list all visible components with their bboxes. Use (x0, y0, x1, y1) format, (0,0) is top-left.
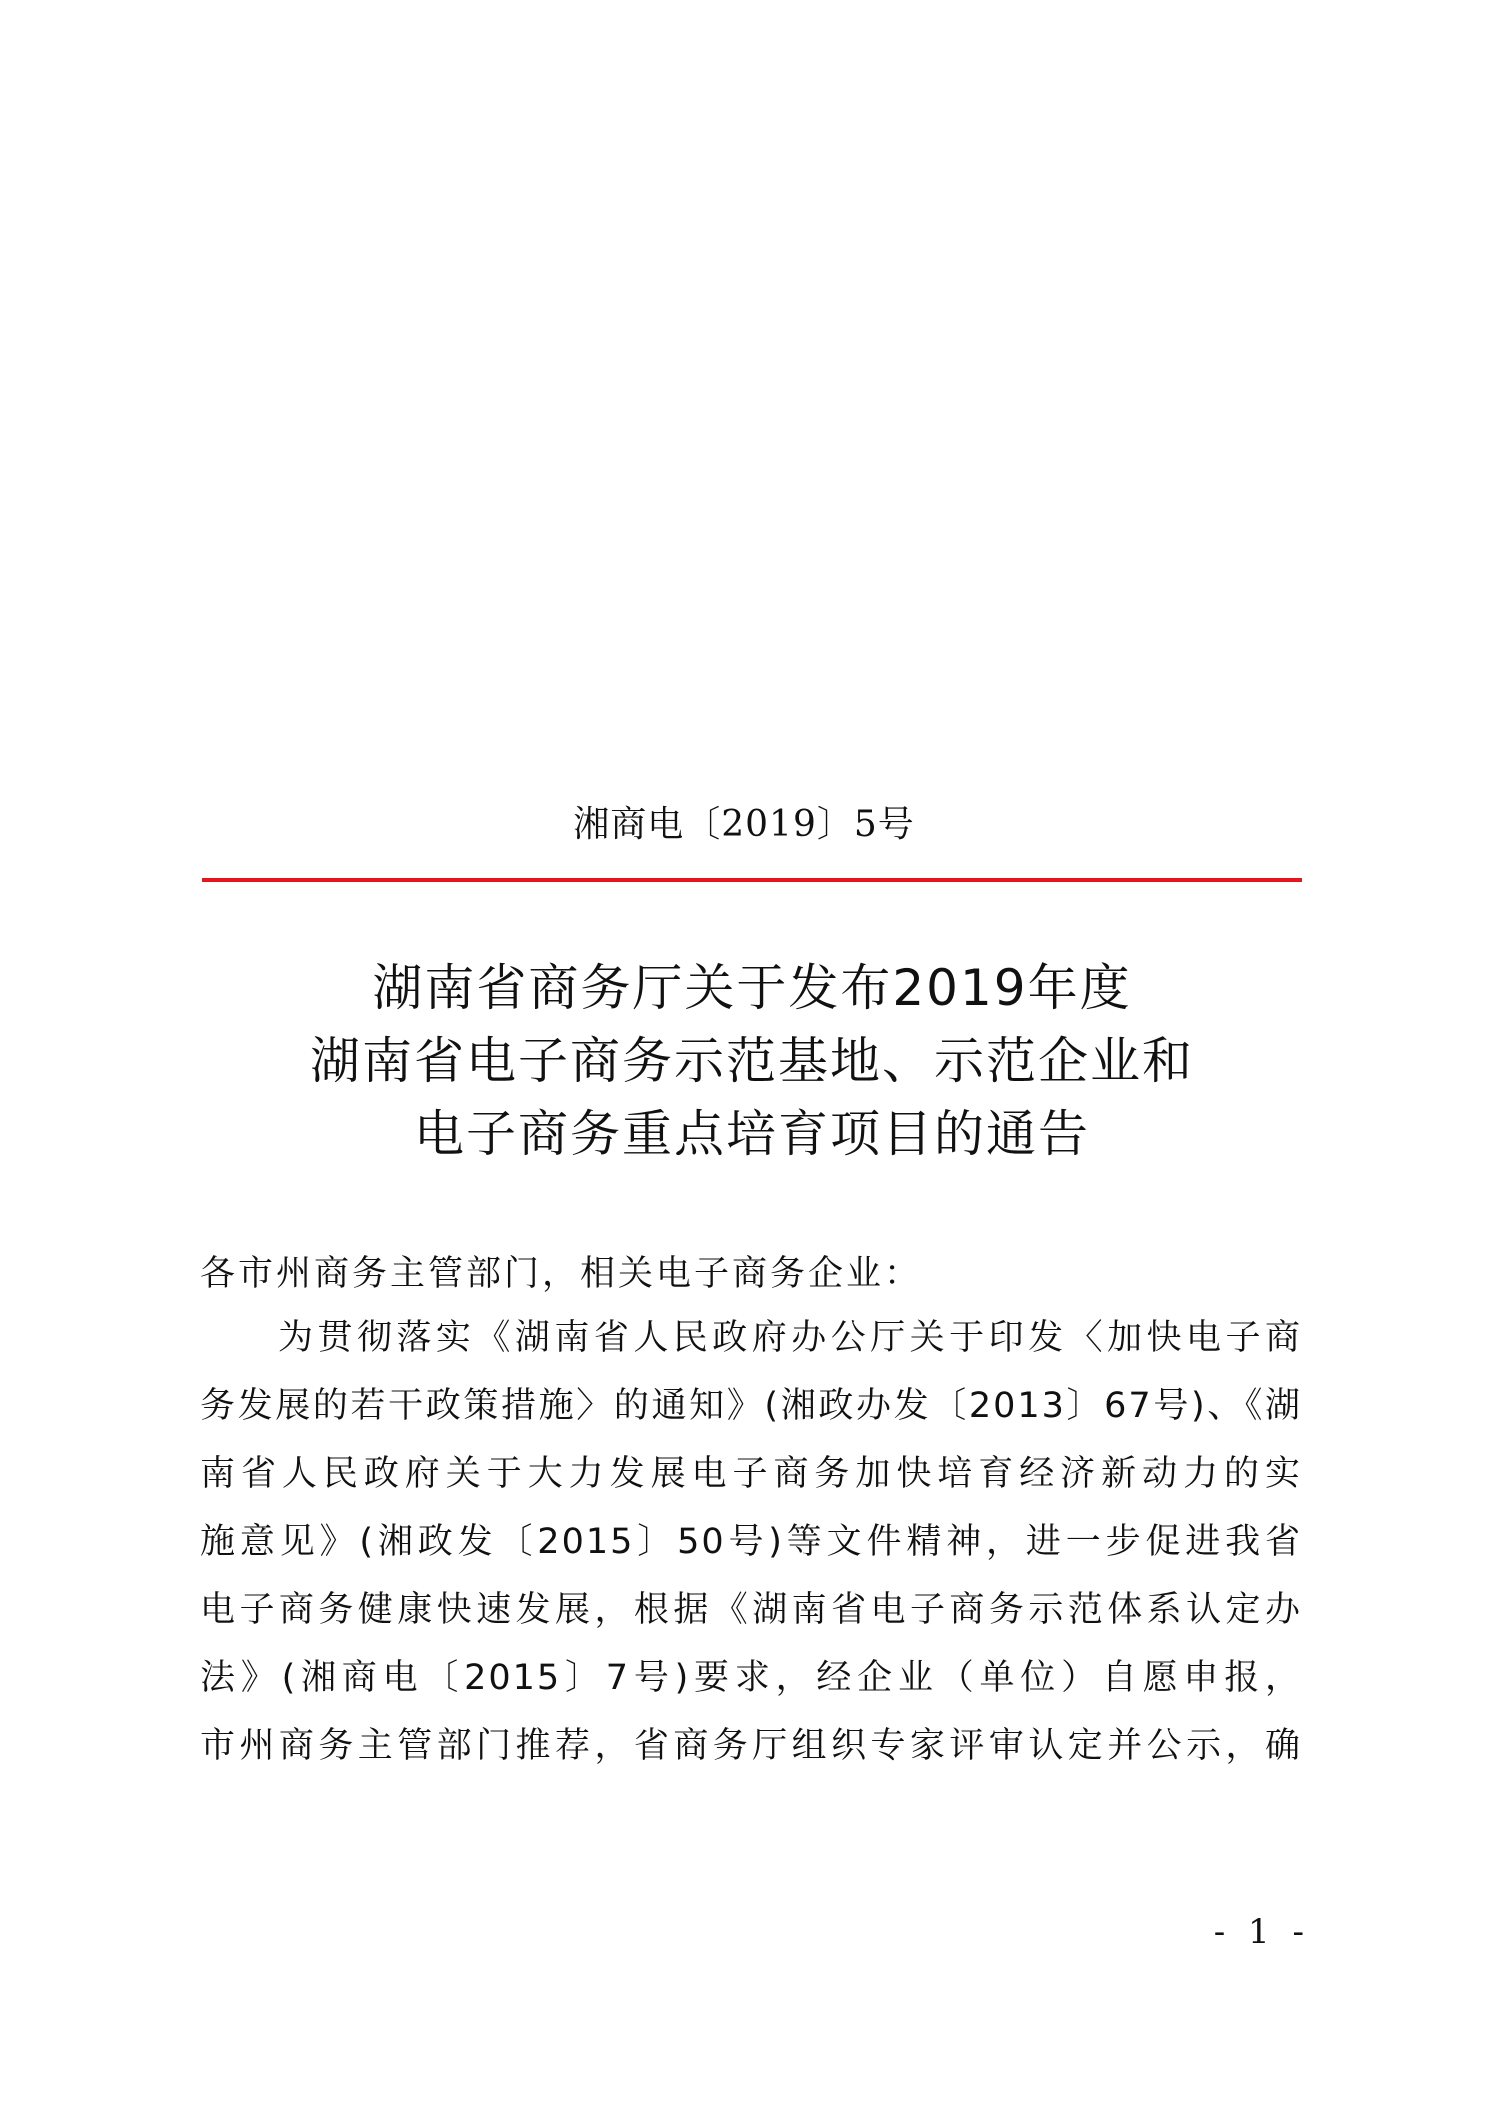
body-paragraph-line: 施意见》(湘政发〔2015〕50号)等文件精神，进一步促进我省 (200, 1522, 1302, 1562)
body-paragraph-line: 务发展的若干政策措施〉的通知》(湘政办发〔2013〕67号)、《湖 (200, 1386, 1302, 1426)
body-paragraph-line: 为贯彻落实《湖南省人民政府办公厅关于印发〈加快电子商 (278, 1318, 1302, 1358)
red-divider-line (202, 878, 1302, 882)
salutation: 各市州商务主管部门，相关电子商务企业： (200, 1254, 923, 1294)
title-line-2: 湖南省电子商务示范基地、示范企业和 (310, 1032, 1194, 1090)
body-paragraph-line: 法》(湘商电〔2015〕7号)要求，经企业（单位）自愿申报， (200, 1658, 1302, 1698)
body-paragraph-line: 电子商务健康快速发展，根据《湖南省电子商务示范体系认定办 (200, 1590, 1302, 1630)
body-paragraph-line: 南省人民政府关于大力发展电子商务加快培育经济新动力的实 (200, 1454, 1302, 1494)
body-paragraph-line: 市州商务主管部门推荐，省商务厅组织专家评审认定并公示，确 (200, 1726, 1302, 1766)
page-number: - 1 - (1213, 1912, 1310, 1952)
title-line-1: 湖南省商务厅关于发布2019年度 (372, 959, 1132, 1017)
document-title (202, 952, 1302, 1171)
document-number: 湘商电〔2019〕5号 (573, 804, 915, 845)
title-line-3: 电子商务重点培育项目的通告 (414, 1105, 1090, 1163)
